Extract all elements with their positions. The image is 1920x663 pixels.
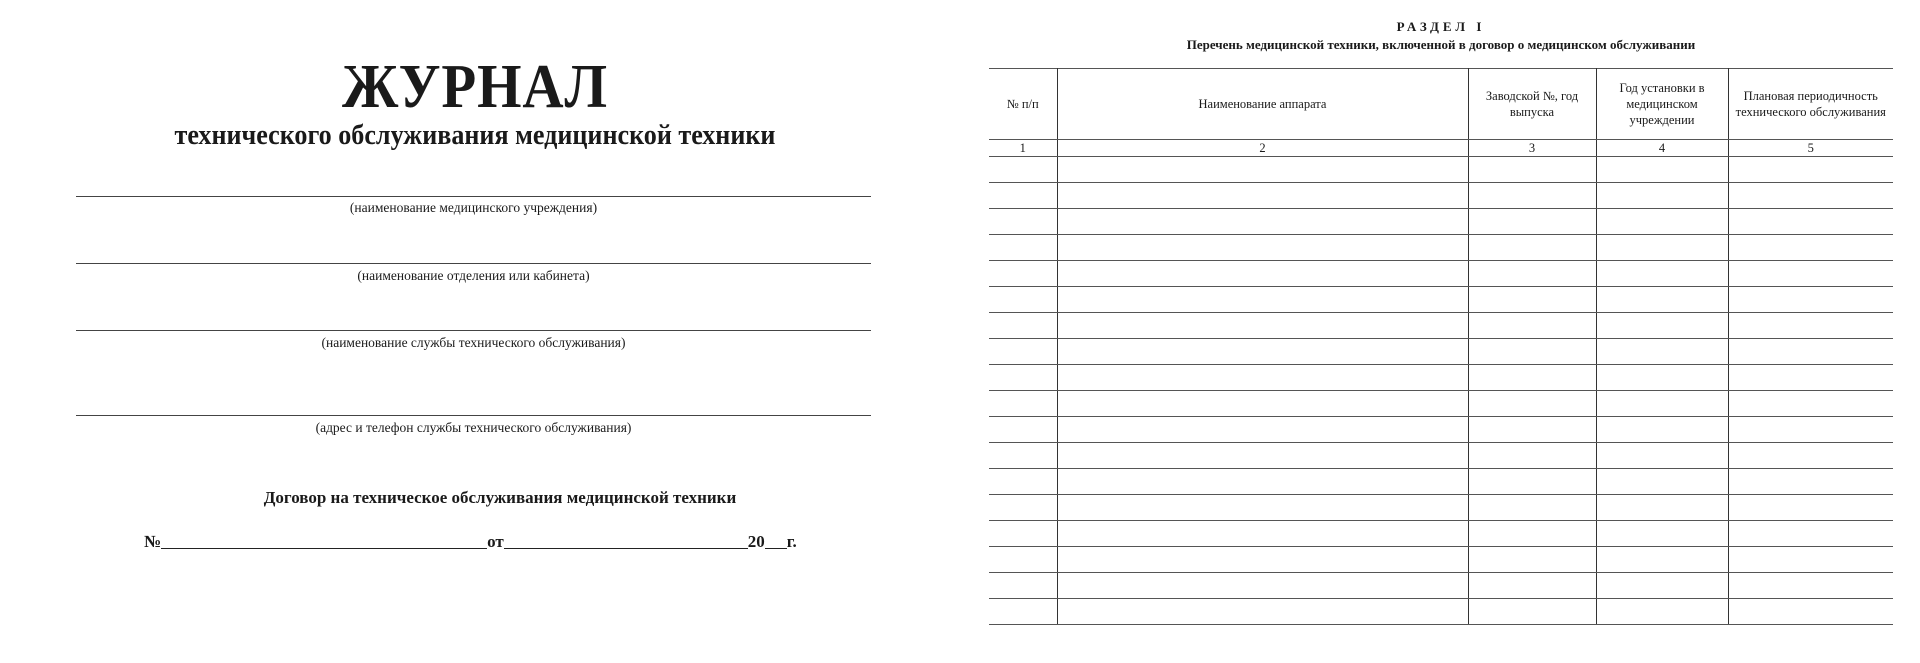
contract-date-label: от: [487, 532, 504, 551]
year-suffix: г.: [786, 532, 797, 551]
service-address-field[interactable]: [76, 415, 871, 416]
table-cell[interactable]: [1057, 339, 1468, 365]
table-cell[interactable]: [1468, 235, 1596, 261]
service-address-caption: (адрес и телефон службы технического обслуживания): [315, 420, 632, 435]
table-row: [989, 599, 1893, 625]
section-title: Перечень медицинской техники, включенной в договор о медицинском обслуживании: [1186, 37, 1696, 52]
table-cell[interactable]: [1057, 443, 1468, 469]
table-cell[interactable]: [1057, 495, 1468, 521]
table-cell[interactable]: [1596, 443, 1728, 469]
table-row: [989, 495, 1893, 521]
department-name-caption: (наименование отделения или кабинета): [357, 268, 590, 283]
institution-name-field[interactable]: [76, 196, 871, 197]
table-cell[interactable]: [1468, 547, 1596, 573]
contract-year-field[interactable]: [765, 532, 787, 549]
table-row: [989, 313, 1893, 339]
table-cell[interactable]: [1057, 287, 1468, 313]
table-cell[interactable]: [1468, 339, 1596, 365]
table-cell[interactable]: [989, 495, 1057, 521]
table-row: [989, 157, 1893, 183]
table-cell[interactable]: [989, 599, 1057, 625]
table-cell[interactable]: [1468, 365, 1596, 391]
table-cell[interactable]: [1468, 157, 1596, 183]
table-row: [989, 209, 1893, 235]
table-row: [989, 183, 1893, 209]
table-cell[interactable]: [1596, 521, 1728, 547]
table-cell[interactable]: [1057, 417, 1468, 443]
section-label: РАЗДЕЛ I: [1396, 19, 1486, 34]
column-number: 4: [1596, 140, 1728, 157]
table-cell[interactable]: [989, 469, 1057, 495]
table-cell[interactable]: [1057, 183, 1468, 209]
table-cell[interactable]: [989, 183, 1057, 209]
table-cell[interactable]: [1596, 573, 1728, 599]
column-number: 5: [1728, 140, 1893, 157]
table-cell[interactable]: [1057, 521, 1468, 547]
table-cell[interactable]: [1596, 209, 1728, 235]
table-cell[interactable]: [1057, 209, 1468, 235]
table-cell[interactable]: [1596, 313, 1728, 339]
column-header-device-name: Наименование аппарата: [1057, 69, 1468, 140]
table-row: [989, 261, 1893, 287]
table-cell[interactable]: [1596, 391, 1728, 417]
column-number: 1: [989, 140, 1057, 157]
contract-details-row: [144, 530, 804, 552]
table-cell[interactable]: [1728, 469, 1893, 495]
column-number: 2: [1057, 140, 1468, 157]
contract-number-label: №: [144, 532, 162, 551]
table-cell[interactable]: [1057, 313, 1468, 339]
table-cell[interactable]: [1728, 313, 1893, 339]
table-cell[interactable]: [1057, 157, 1468, 183]
table-cell[interactable]: [1728, 183, 1893, 209]
table-cell[interactable]: [1468, 469, 1596, 495]
table-cell[interactable]: [1728, 391, 1893, 417]
table-row: [989, 287, 1893, 313]
table-cell[interactable]: [1728, 495, 1893, 521]
table-cell[interactable]: [1468, 287, 1596, 313]
table-row: [989, 339, 1893, 365]
table-row: [989, 235, 1893, 261]
table-cell[interactable]: [989, 417, 1057, 443]
table-row: [989, 469, 1893, 495]
table-cell[interactable]: [1728, 521, 1893, 547]
table-cell[interactable]: [1728, 157, 1893, 183]
column-number: 3: [1468, 140, 1596, 157]
table-cell[interactable]: [1057, 235, 1468, 261]
table-cell[interactable]: [1468, 521, 1596, 547]
table-cell[interactable]: [1057, 547, 1468, 573]
table-cell[interactable]: [1596, 417, 1728, 443]
table-cell[interactable]: [989, 287, 1057, 313]
table-cell[interactable]: [1596, 339, 1728, 365]
table-cell[interactable]: [1468, 391, 1596, 417]
table-row: [989, 521, 1893, 547]
table-cell[interactable]: [989, 339, 1057, 365]
table-cell[interactable]: [1596, 261, 1728, 287]
service-name-caption: (наименование службы технического обслуживания): [321, 335, 626, 350]
table-cell[interactable]: [1468, 261, 1596, 287]
table-cell[interactable]: [989, 365, 1057, 391]
table-cell[interactable]: [1057, 469, 1468, 495]
table-cell[interactable]: [1596, 235, 1728, 261]
table-cell[interactable]: [1468, 443, 1596, 469]
department-name-field[interactable]: [76, 263, 871, 264]
table-cell[interactable]: [1468, 183, 1596, 209]
equipment-table-body: [989, 157, 1893, 625]
table-cell[interactable]: [1596, 547, 1728, 573]
table-cell[interactable]: [1728, 261, 1893, 287]
table-cell[interactable]: [1728, 365, 1893, 391]
table-cell[interactable]: [1596, 469, 1728, 495]
contract-date-field[interactable]: [504, 532, 748, 549]
table-cell[interactable]: [1057, 391, 1468, 417]
table-cell[interactable]: [1468, 417, 1596, 443]
table-cell[interactable]: [1728, 599, 1893, 625]
table-cell[interactable]: [1468, 573, 1596, 599]
contract-number-field[interactable]: [161, 532, 487, 549]
year-prefix: 20: [747, 532, 765, 551]
institution-name-caption: (наименование медицинского учреждения): [349, 200, 598, 215]
table-cell[interactable]: [1728, 235, 1893, 261]
table-cell[interactable]: [989, 261, 1057, 287]
table-cell[interactable]: [1057, 261, 1468, 287]
column-number-row: [989, 140, 1893, 157]
journal-cover-page: [0, 0, 950, 663]
column-header-number: № п/п: [989, 69, 1057, 140]
table-cell[interactable]: [1057, 365, 1468, 391]
table-cell[interactable]: [989, 443, 1057, 469]
table-row: [989, 417, 1893, 443]
table-cell[interactable]: [989, 157, 1057, 183]
table-cell[interactable]: [989, 313, 1057, 339]
table-cell[interactable]: [1728, 573, 1893, 599]
table-cell[interactable]: [1468, 599, 1596, 625]
table-cell[interactable]: [1728, 443, 1893, 469]
table-cell[interactable]: [1728, 209, 1893, 235]
table-cell[interactable]: [1728, 417, 1893, 443]
table-cell[interactable]: [1728, 339, 1893, 365]
table-row: [989, 573, 1893, 599]
column-header-install-year: Год установки в медицинском учреждении: [1596, 69, 1728, 140]
table-cell[interactable]: [1468, 495, 1596, 521]
table-cell[interactable]: [1468, 209, 1596, 235]
equipment-list-page: [960, 0, 1920, 663]
table-row: [989, 547, 1893, 573]
table-cell[interactable]: [1057, 599, 1468, 625]
table-row: [989, 443, 1893, 469]
table-cell[interactable]: [1596, 599, 1728, 625]
table-cell[interactable]: [989, 391, 1057, 417]
table-row: [989, 365, 1893, 391]
table-cell[interactable]: [1728, 547, 1893, 573]
equipment-table: [989, 68, 1893, 625]
column-header-maintenance-period: Плановая периодичность технического обслуживания: [1728, 69, 1893, 140]
table-cell[interactable]: [1728, 287, 1893, 313]
table-cell[interactable]: [1596, 495, 1728, 521]
table-cell[interactable]: [1057, 573, 1468, 599]
table-cell[interactable]: [989, 573, 1057, 599]
table-row: [989, 391, 1893, 417]
table-cell[interactable]: [1596, 365, 1728, 391]
journal-title: ЖУРНАЛ: [342, 53, 608, 121]
table-cell[interactable]: [989, 547, 1057, 573]
table-cell[interactable]: [989, 235, 1057, 261]
table-cell[interactable]: [989, 521, 1057, 547]
column-header-serial-year: Заводской №, год выпуска: [1468, 69, 1596, 140]
table-cell[interactable]: [1596, 287, 1728, 313]
table-header-row: [989, 69, 1893, 140]
service-name-field[interactable]: [76, 330, 871, 331]
table-cell[interactable]: [1596, 183, 1728, 209]
contract-title: Договор на техническое обслуживания медицинской техники: [263, 488, 737, 507]
table-cell[interactable]: [989, 209, 1057, 235]
table-cell[interactable]: [1596, 157, 1728, 183]
journal-subtitle: технического обслуживания медицинской техники: [174, 119, 776, 151]
table-cell[interactable]: [1468, 313, 1596, 339]
